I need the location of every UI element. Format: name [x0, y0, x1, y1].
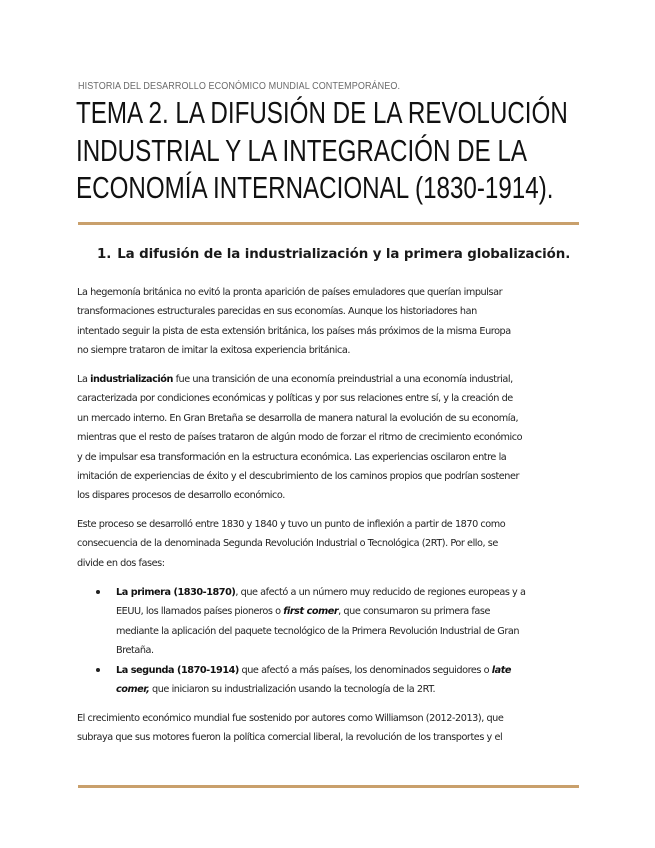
list-item [77, 661, 525, 700]
title-line: ECONOMÍA INTERNACIONAL (1830-1914). [76, 170, 554, 205]
text-line: divide en dos fases: [77, 557, 165, 569]
text-line: subraya que sus motores fueron la política comercial liberal, la revolución de los transportes y el [77, 732, 503, 744]
title-line: TEMA 2. LA DIFUSIÓN DE LA REVOLUCIÓN [76, 95, 568, 130]
text-line: mediante la aplicación del paquete tecnológico de la Primera Revolución Industrial de Gran [116, 625, 520, 637]
page-title [76, 94, 575, 207]
text-fragment: EEUU, los llamados países pioneros o [116, 606, 284, 618]
text-line: caracterizada por condiciones económicas y políticas y por sus relaciones entre sí, y la creación de [77, 393, 513, 405]
text-line: los dispares procesos de desarrollo económico. [77, 490, 285, 502]
text-line: Bretaña. [116, 645, 154, 657]
text-fragment: , que afectó a un número muy reducido de regiones europeas y a [235, 587, 526, 598]
bullet-icon [96, 590, 100, 594]
text-line: La hegemonía británica no evitó la pronta aparición de países emuladores que querían impulsar [77, 287, 503, 298]
paragraph [77, 709, 503, 748]
text-line: un mercado interno. En Gran Bretaña se desarrolla de manera natural la evolución de su economía, [77, 412, 519, 424]
text-fragment: fue una transición de una economía preindustrial a una economía industrial, [172, 374, 513, 385]
text-line: consecuencia de la denominada Segunda Revolución Industrial o Tecnológica (2RT). Por ello, se [77, 538, 498, 550]
lead-text: La [77, 374, 91, 385]
paragraph [77, 283, 511, 361]
text-fragment: que iniciaron su industrialización usando la tecnología de la 2RT. [149, 684, 436, 696]
text-line: intentado seguir la pista de esta extensión británica, los países más próximos de la misma Europa [77, 325, 511, 337]
text-line: imitación de experiencias de éxito y el descubrimiento de los caminos propios que podrían sostener [77, 471, 520, 483]
section-number: 1. [97, 247, 112, 262]
key-term: industrialización [90, 374, 173, 385]
paragraph [77, 370, 522, 506]
footer-divider [78, 785, 579, 788]
text-line: mientras que el resto de países trataron de algún modo de forzar el ritmo de crecimiento económico [77, 432, 523, 444]
section-title: La difusión de la industrialización y la primera globalización. [117, 247, 571, 262]
text-line [116, 602, 525, 621]
list-item [77, 583, 525, 661]
text-line: transformaciones estructurales parecidas en sus economías. Aunque los historiadores han [77, 306, 477, 318]
text-line: no siempre trataron de imitar la exitosa experiencia británica. [77, 345, 350, 357]
text-line [77, 370, 522, 389]
text-line: Este proceso se desarrolló entre 1830 y 1840 y tuvo un punto de inflexión a partir de 1870 como [77, 519, 506, 530]
emphasis-term: first comer [283, 606, 339, 618]
text-fragment: que afectó a más países, los denominados seguidores o [238, 664, 492, 676]
text-line: y de impulsar esa transformación en la estructura económica. Las experiencias oscilaron entre la [77, 451, 507, 463]
bullet-icon [96, 668, 100, 672]
emphasis-term: comer, [116, 684, 150, 696]
paragraph [77, 515, 505, 573]
section-heading [97, 247, 570, 262]
text-line: El crecimiento económico mundial fue sostenido por autores como Williamson (2012-2013), que [77, 713, 504, 724]
title-divider [78, 222, 579, 225]
phase-label: La segunda (1870-1914) [116, 664, 239, 676]
emphasis-term: late [491, 664, 512, 676]
phase-label: La primera (1830-1870) [116, 587, 236, 598]
text-line [116, 661, 525, 680]
text-fragment: , que consumaron su primera fase [338, 606, 490, 618]
phase-list [77, 583, 525, 699]
text-line [116, 583, 525, 602]
title-line: INDUSTRIAL Y LA INTEGRACIÓN DE LA [76, 132, 528, 168]
text-line [116, 680, 525, 699]
course-name: HISTORIA DEL DESARROLLO ECONÓMICO MUNDIAL CONTEMPORÁNEO. [78, 80, 401, 92]
